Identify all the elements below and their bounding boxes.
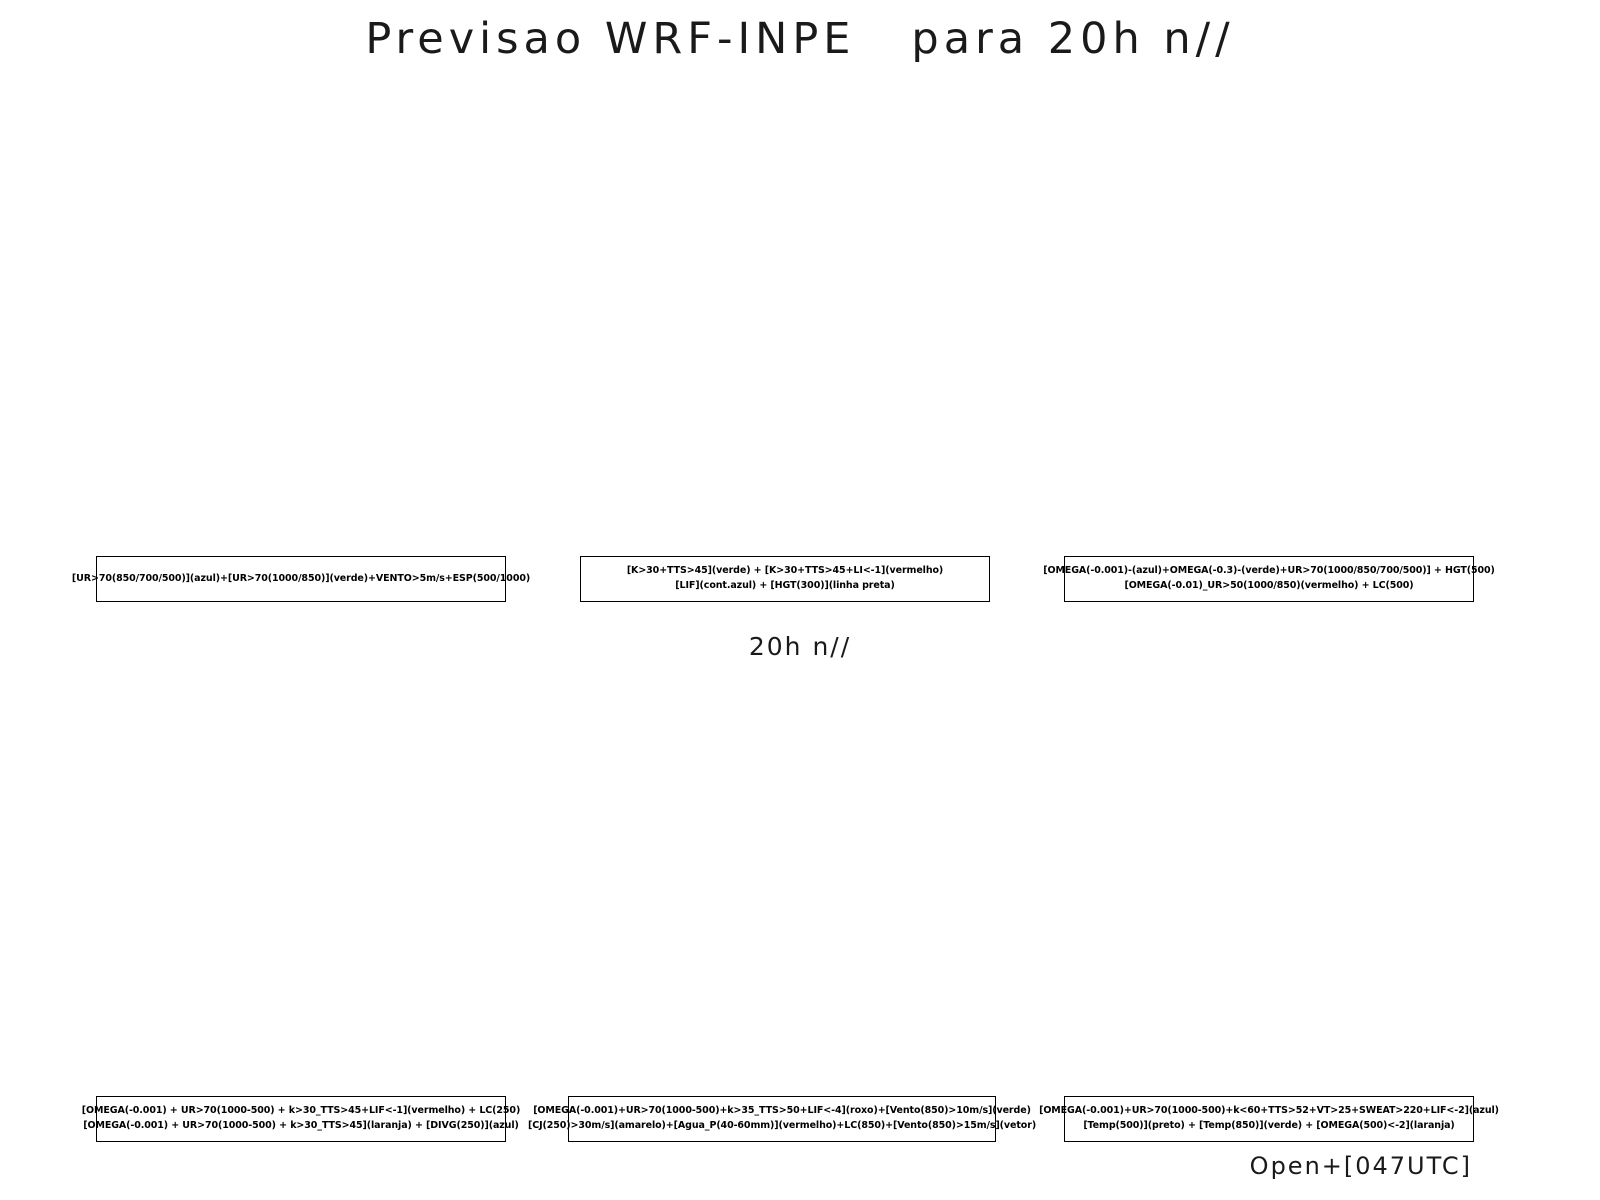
legend-box-bottom-right (1039, 1096, 1499, 1142)
legend-line: [OMEGA(-0.001)+UR>70(1000-500)+k>35_TTS>50+LIF<-4](roxo)+[Vento(850)>10m/s](verde) (533, 1105, 1031, 1117)
panel-bottom-right (1064, 680, 1474, 1090)
panel-top-left (96, 110, 506, 550)
legend-box-top-middle (580, 556, 990, 602)
page-title: Previsao WRF-INPE para 20h n// (365, 14, 1235, 64)
legend-line: [OMEGA(-0.001)-(azul)+OMEGA(-0.3)-(verde)+UR>70(1000/850/700/500)] + HGT(500) (1043, 565, 1495, 577)
legend-box-top-right (1043, 556, 1495, 602)
legend-box-bottom-middle (527, 1096, 1037, 1142)
legend-line: [Temp(500)](preto) + [Temp(850)](verde) + [OMEGA(500)<-2](laranja) (1083, 1120, 1455, 1131)
legend-box-bottom-left (81, 1096, 521, 1142)
legend-box-top-left (71, 556, 531, 602)
panel-top-right (1064, 110, 1474, 550)
panel-top-middle (580, 110, 990, 550)
footer-note: Open+[047UTC] (1249, 1152, 1472, 1180)
panel-bottom-middle (580, 680, 990, 1090)
legend-line: [K>30+TTS>45](verde) + [K>30+TTS>45+LI<-1](vermelho) (626, 565, 944, 577)
legend-line: [LIF](cont.azul) + [HGT(300)](linha preta) (675, 580, 895, 591)
legend-line: [OMEGA(-0.01)_UR>50(1000/850)(vermelho) + LC(500) (1124, 580, 1414, 591)
legend-line: [OMEGA(-0.001) + UR>70(1000-500) + k>30_TTS>45+LIF<-1](vermelho) + LC(250) (81, 1105, 521, 1117)
legend-line: [UR>70(850/700/500)](azul)+[UR>70(1000/850)](verde)+VENTO>5m/s+ESP(500/1000) (71, 572, 531, 584)
panel-bottom-left (96, 680, 506, 1090)
legend-line: [CJ(250)>30m/s](amarelo)+[Agua_P(40-60mm)](vermelho)+LC(850)+[Vento(850)>15m/s](vetor) (527, 1120, 1037, 1131)
mid-subtitle: 20h n// (748, 632, 852, 661)
legend-line: [OMEGA(-0.001) + UR>70(1000-500) + k>30_TTS>45](laranja) + [DIVG(250)](azul) (83, 1120, 519, 1131)
legend-line: [OMEGA(-0.001)+UR>70(1000-500)+k<60+TTS>52+VT>25+SWEAT>220+LIF<-2](azul) (1039, 1105, 1499, 1117)
